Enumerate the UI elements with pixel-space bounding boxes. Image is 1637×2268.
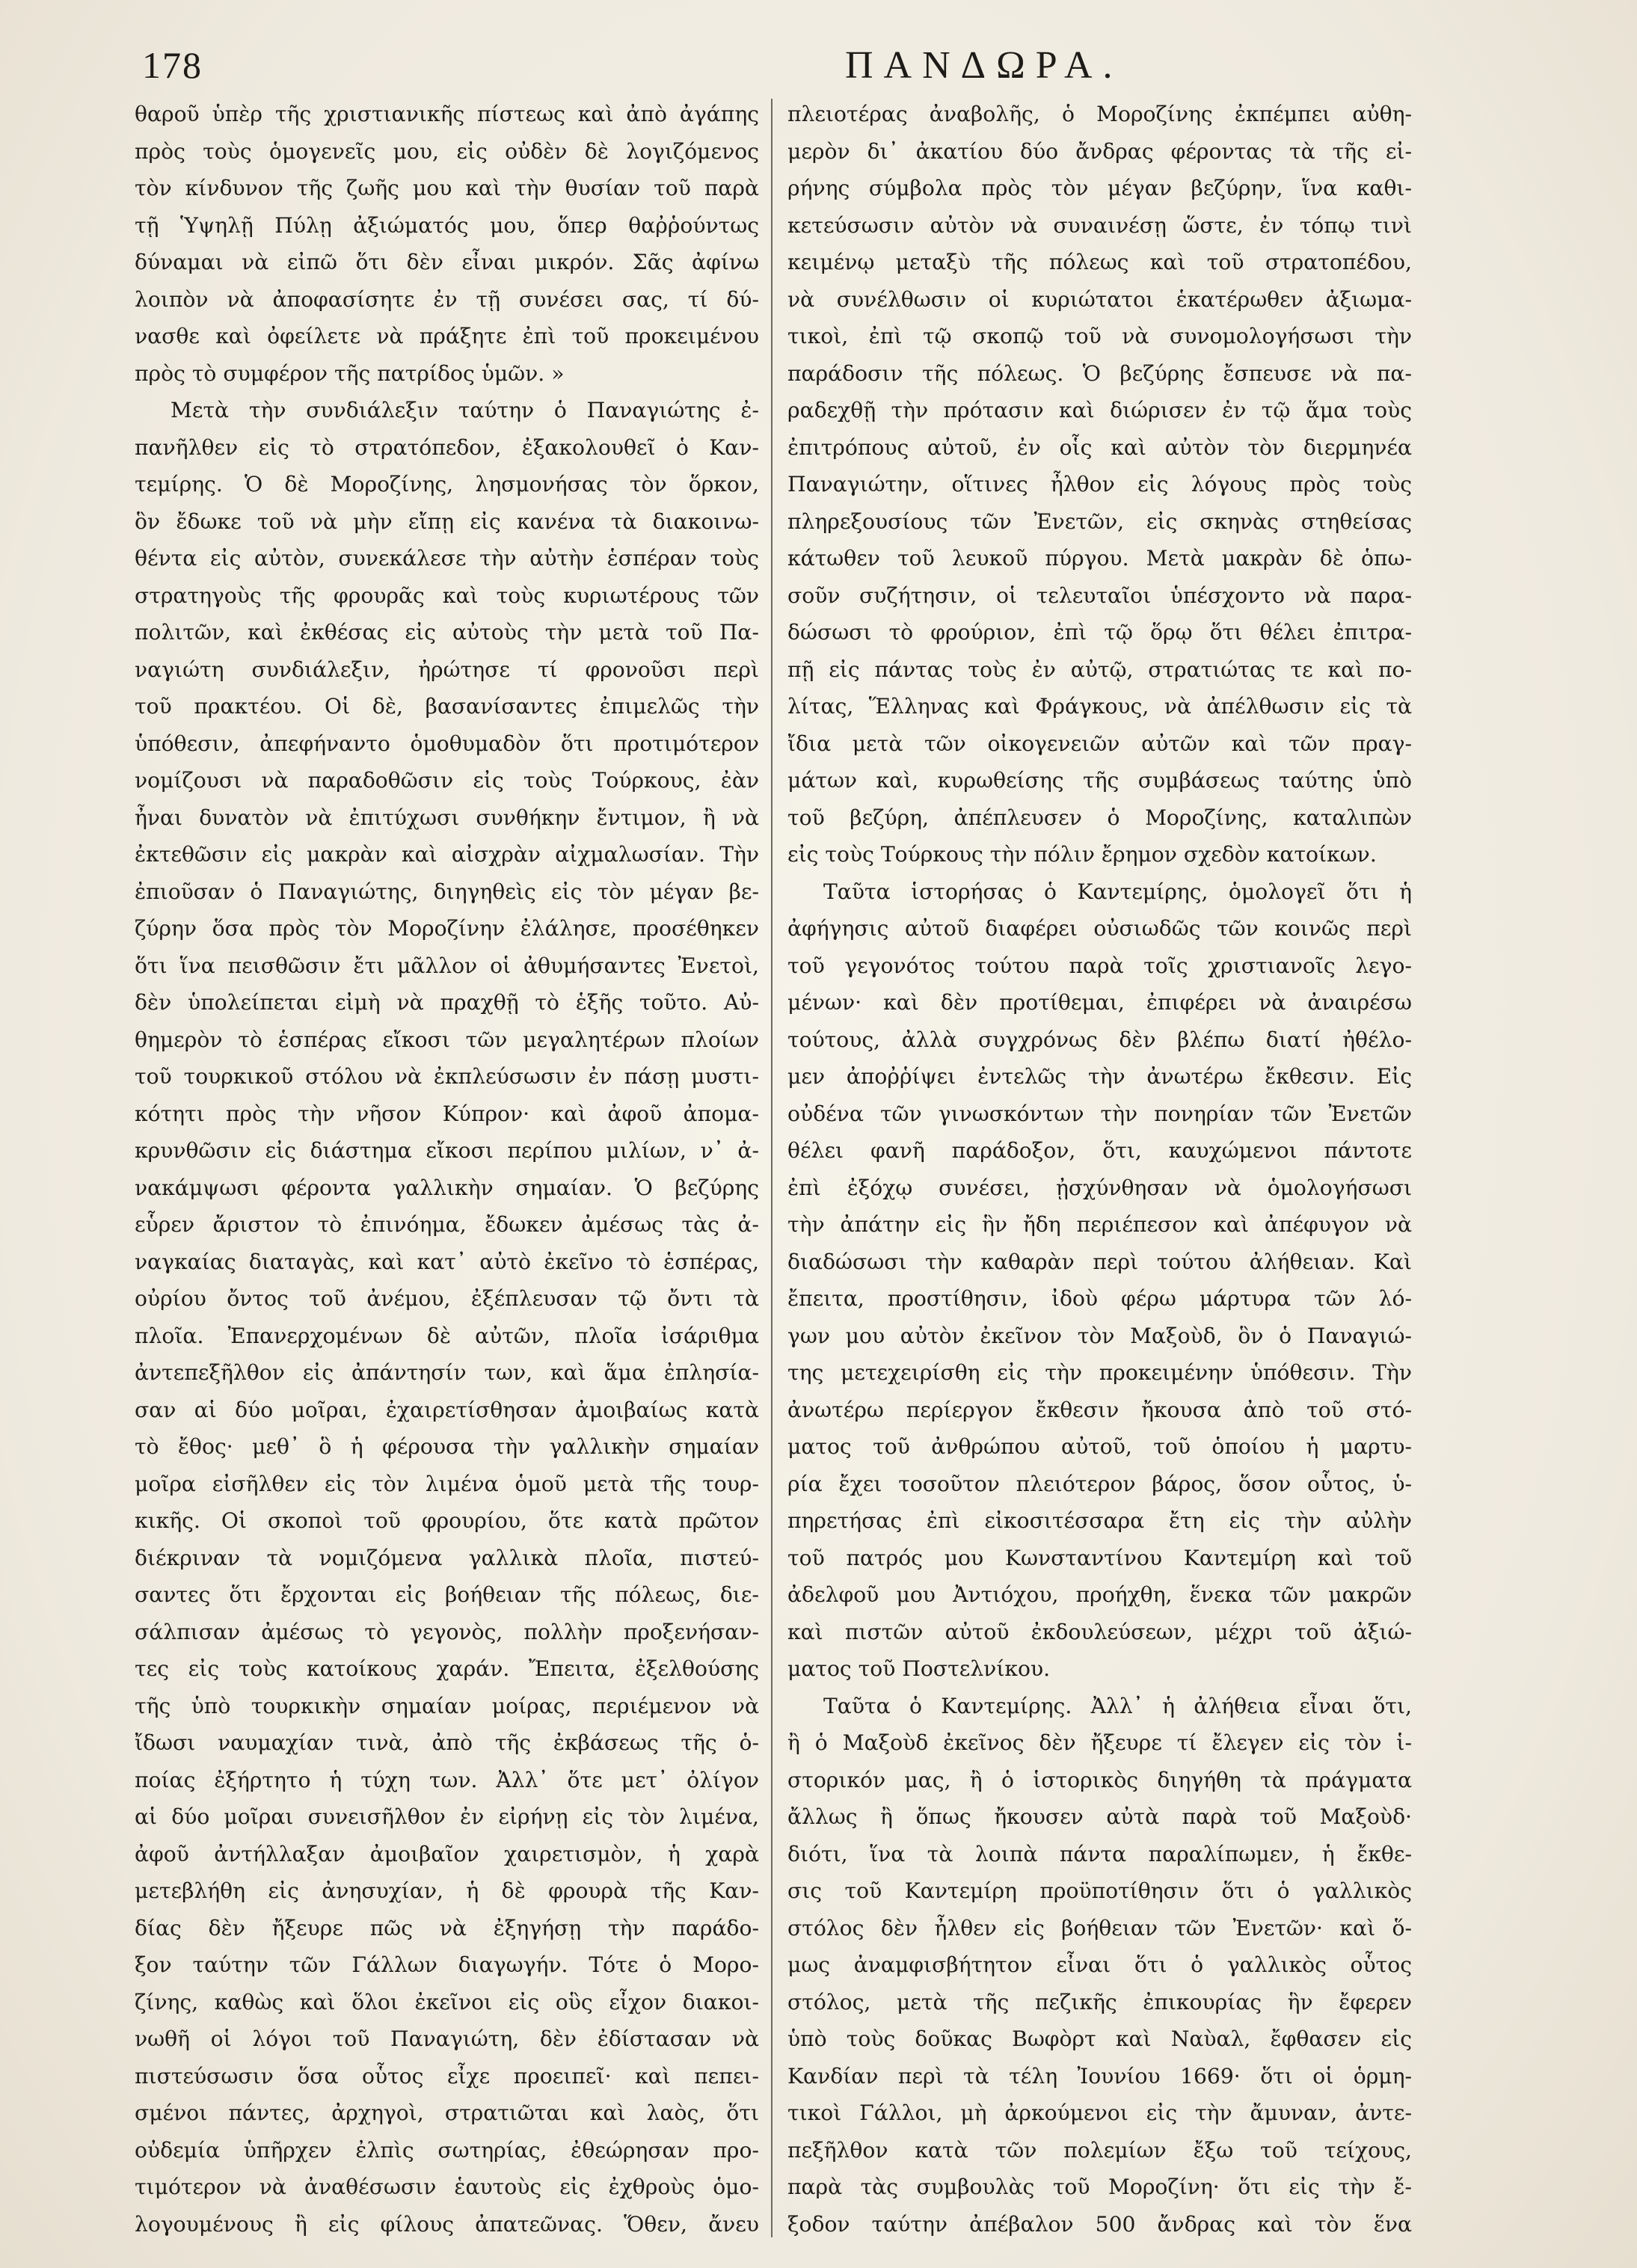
text-line: διέκριναν τὰ νομιζόμενα γαλλικὰ πλοῖα, πιστεύ- xyxy=(135,1545,759,1570)
text-line: ἴδια μετὰ τῶν οἰκογενειῶν αὐτῶν καὶ τῶν πραγ- xyxy=(787,731,1412,756)
text-line: στόλος δὲν ἦλθεν εἰς βοήθειαν τῶν Ἐνετῶν· καὶ ὅ- xyxy=(787,1915,1412,1940)
text-line: νὰ συνέλθωσιν οἱ κυριώτατοι ἑκατέρωθεν ἀξιωμα- xyxy=(787,286,1412,312)
text-line: στορικόν μας, ἢ ὁ ἱστορικὸς διηγήθη τὰ πράγματα xyxy=(787,1767,1412,1792)
text-line: δύναμαι νὰ εἰπῶ ὅτι δὲν εἶναι μικρόν. Σᾶς ἀφίνω xyxy=(135,250,759,274)
text-line: ἀφήγησις αὐτοῦ διαφέρει οὐσιωδῶς τῶν κοινῶς περὶ xyxy=(787,916,1412,941)
text-line: νωθῆ οἱ λόγοι τοῦ Παναγιώτη, δὲν ἐδίστασαν νὰ xyxy=(135,2026,759,2051)
text-line: ἀδελφοῦ μου Ἀντιόχου, προήχθη, ἕνεκα τῶν μακρῶν xyxy=(787,1582,1412,1607)
text-line: πολιτῶν, καὶ ἐκθέσας εἰς αὐτοὺς τὴν μετὰ τοῦ Πα- xyxy=(135,620,759,645)
text-line: κετεύσωσιν αὐτὸν νὰ συναινέσῃ ὥστε, ἐν τόπῳ τινὶ xyxy=(787,212,1412,238)
text-line: Κανδίαν περὶ τὰ τέλη Ἰουνίου 1669· ὅτι οἱ ὁρμη- xyxy=(787,2063,1412,2089)
text-line: ἀνωτέρω περίεργον ἔκθεσιν ἤκουσα ἀπὸ τοῦ στό- xyxy=(787,1397,1412,1422)
text-line: θέντα εἰς αὐτὸν, συνεκάλεσε τὴν αὐτὴν ἑσπέραν τοὺς xyxy=(135,546,759,571)
text-line: ἄλλως ἢ ὅπως ἤκουσεν αὐτὰ παρὰ τοῦ Μαξοὺδ· xyxy=(787,1804,1412,1829)
right-text-column xyxy=(787,96,1412,2243)
text-line: ἢ ὁ Μαξοὺδ ἐκεῖνος δὲν ἤξευρε τί ἔλεγεν εἰς τὸν ἱ- xyxy=(787,1730,1412,1755)
text-line: λίτας, Ἕλληνας καὶ Φράγκους, νὰ ἀπέλθωσιν εἰς τὰ xyxy=(787,694,1412,719)
text-line: εἰς τοὺς Τούρκους τὴν πόλιν ἔρημον σχεδὸν κατοίκων. xyxy=(787,842,1377,867)
text-line: ξον ταύτην τῶν Γάλλων διαγωγήν. Τότε ὁ Μορο- xyxy=(135,1952,759,1977)
text-line: ὃν ἔδωκε τοῦ νὰ μὴν εἴπῃ εἰς κανένα τὰ διακοινω- xyxy=(135,508,759,534)
text-line: κικῆς. Οἱ σκοποὶ τοῦ φρουρίου, ὅτε κατὰ πρῶτον xyxy=(135,1508,759,1533)
text-line: κάτωθεν τοῦ λευκοῦ πύργου. Μετὰ μακρὰν δὲ ὁπω- xyxy=(787,546,1412,571)
text-line: μερὸν δι᾽ ἀκατίου δύο ἄνδρας φέροντας τὰ τῆς εἰ- xyxy=(787,138,1412,164)
text-line: κειμένῳ μεταξὺ τῆς πόλεως καὶ τοῦ στρατοπέδου, xyxy=(787,250,1412,274)
text-line: ὅτι ἵνα πεισθῶσιν ἔτι μᾶλλον οἱ ἀθυμήσαντες Ἐνετοὶ, xyxy=(135,953,759,978)
text-line: μένων· καὶ δὲν προτίθεμαι, ἐπιφέρει νὰ ἀναιρέσω xyxy=(787,990,1412,1015)
page-number: 178 xyxy=(142,44,203,86)
text-line: ἴδωσι ναυμαχίαν τινὰ, ἀπὸ τῆς ἐκβάσεως τῆς ὁ- xyxy=(135,1730,759,1755)
text-line: οὐρίου ὄντος τοῦ ἀνέμου, ἐξέπλευσαν τῷ ὄντι τὰ xyxy=(135,1286,759,1311)
text-line: ζύρην ὅσα πρὸς τὸν Μοροζίνην ἐλάλησε, προσέθηκεν xyxy=(135,916,759,941)
text-line: γων μου αὐτὸν ἐκεῖνον τὸν Μαξοὺδ, ὃν ὁ Παναγιώ- xyxy=(787,1323,1412,1348)
text-line: σμένοι πάντες, ἀρχηγοὶ, στρατιῶται καὶ λαὸς, ὅτι xyxy=(135,2100,759,2125)
text-line: νομίζουσι νὰ παραδοθῶσιν εἰς τοὺς Τούρκους, ἐὰν xyxy=(135,768,759,793)
text-line: ναγκαίας διαταγὰς, καὶ κατ᾽ αὐτὸ ἐκεῖνο τὸ ἑσπέρας, xyxy=(135,1249,759,1274)
text-line: Ταῦτα ἱστορήσας ὁ Καντεμίρης, ὁμολογεῖ ὅτι ἡ xyxy=(823,879,1412,904)
text-line: πλειοτέρας ἀναβολῆς, ὁ Μοροζίνης ἐκπέμπει αὐθη- xyxy=(787,102,1412,126)
text-line: Ταῦτα ὁ Καντεμίρης. Ἀλλ᾽ ἡ ἀλήθεια εἶναι ὅτι, xyxy=(823,1693,1412,1718)
text-line: διότι, ἵνα τὰ λοιπὰ πάντα παραλίπωμεν, ἡ ἔκθε- xyxy=(787,1841,1412,1866)
text-line: ζίνης, καθὼς καὶ ὅλοι ἐκεῖνοι εἰς οὓς εἶχον διακοι- xyxy=(135,1989,759,2015)
text-line: πλοῖα. Ἐπανερχομένων δὲ αὐτῶν, πλοῖα ἰσάριθμα xyxy=(135,1323,759,1348)
text-line: στόλος, μετὰ τῆς πεζικῆς ἐπικουρίας ἣν ἔφερεν xyxy=(787,1989,1412,2015)
text-line: της μετεχειρίσθη εἰς τὴν προκειμένην ὑπόθεσιν. Τὴν xyxy=(787,1360,1412,1385)
text-line: λοιπὸν νὰ ἀποφασίσητε ἐν τῇ συνέσει σας, τί δύ- xyxy=(135,286,759,312)
text-line: διαδώσωσι τὴν καθαρὰν περὶ τούτου ἀλήθειαν. Καὶ xyxy=(787,1249,1412,1274)
text-line: θαροῦ ὑπὲρ τῆς χριστιανικῆς πίστεως καὶ ἀπὸ ἀγάπης xyxy=(135,102,759,126)
text-line: τοῦ βεζύρη, ἀπέπλευσεν ὁ Μοροζίνης, καταλιπὼν xyxy=(787,805,1412,830)
text-line: οὐδένα τῶν γινωσκόντων τὴν πονηρίαν τῶν Ἐνετῶν xyxy=(787,1101,1412,1126)
text-line: σαν αἱ δύο μοῖραι, ἐχαιρετίσθησαν ἀμοιβαίως κατὰ xyxy=(135,1397,759,1422)
text-line: ποίας ἐξήρτητο ἡ τύχη των. Ἀλλ᾽ ὅτε μετ᾽ ὀλίγον xyxy=(135,1767,759,1792)
text-line: πῇ εἰς πάντας τοὺς ἐν αὐτῷ, στρατιώτας τε καὶ πο- xyxy=(787,657,1412,682)
text-line: πιστεύσωσιν ὅσα οὗτος εἶχε προειπεῖ· καὶ πεπει- xyxy=(135,2063,759,2089)
text-line: τεμίρης. Ὁ δὲ Μοροζίνης, λησμονήσας τὸν ὅρκον, xyxy=(135,472,759,497)
text-line: δὲν ὑπολείπεται εἰμὴ νὰ πραχθῇ τὸ ἑξῆς τοῦτο. Αὐ- xyxy=(135,990,759,1015)
text-line: ματος τοῦ ἀνθρώπου αὐτοῦ, τοῦ ὁποίου ἡ μαρτυ- xyxy=(787,1434,1412,1459)
text-line: νακάμψωσι φέροντα γαλλικὴν σημαίαν. Ὁ βεζύρης xyxy=(135,1175,759,1200)
text-line: θημερὸν τὸ ἑσπέρας εἴκοσι τῶν μεγαλητέρων πλοίων xyxy=(135,1027,759,1052)
text-line: ἐπὶ ἐξόχῳ συνέσει, ᾐσχύνθησαν νὰ ὁμολογήσωσι xyxy=(787,1175,1412,1200)
text-line: πανῆλθεν εἰς τὸ στρατόπεδον, ἐξακολουθεῖ ὁ Καν- xyxy=(135,434,759,460)
text-line: πρὸς τὸ συμφέρον τῆς πατρίδος ὑμῶν. » xyxy=(135,360,565,386)
text-line: ὑπὸ τοὺς δοῦκας Βωφὸρτ καὶ Ναὺαλ, ἔφθασεν εἰς xyxy=(787,2026,1412,2051)
text-line: ὑπόθεσιν, ἀπεφήναντο ὁμοθυμαδὸν ὅτι προτιμότερον xyxy=(135,731,759,756)
text-line: νασθε καὶ ὀφείλετε νὰ πράξητε ἐπὶ τοῦ προκειμένου xyxy=(135,324,759,348)
text-line: Μετὰ τὴν συνδιάλεξιν ταύτην ὁ Παναγιώτης ἐ- xyxy=(171,398,759,422)
text-line: ματος τοῦ Ποστελνίκου. xyxy=(787,1656,1051,1681)
left-text-column xyxy=(135,96,759,2243)
text-line: ἐπιοῦσαν ὁ Παναγιώτης, διηγηθεὶς εἰς τὸν μέγαν βε- xyxy=(135,879,759,904)
text-line: καὶ πιστῶν αὐτοῦ ἐκδουλεύσεων, μέχρι τοῦ ἀξιώ- xyxy=(787,1619,1412,1644)
text-line: μάτων καὶ, κυρωθείσης τῆς συμβάσεως ταύτης ὑπὸ xyxy=(787,768,1412,793)
text-line: τοῦ πατρός μου Κωνσταντίνου Καντεμίρη καὶ τοῦ xyxy=(787,1545,1412,1570)
column-divider xyxy=(771,99,773,2237)
text-line: τιμότερον νὰ ἀναθέσωσιν ἑαυτοὺς εἰς ἐχθροὺς ὁμο- xyxy=(135,2175,759,2199)
text-line: τὸ ἔθος· μεθ᾽ ὃ ἡ φέρουσα τὴν γαλλικὴν σημαίαν xyxy=(135,1434,759,1459)
text-line: μεν ἀποῤῥίψει ἐντελῶς τὴν ἀνωτέρω ἔκθεσιν. Εἰς xyxy=(787,1064,1412,1089)
text-line: ἔπειτα, προστίθησιν, ἰδοὺ φέρω μάρτυρα τῶν λό- xyxy=(787,1286,1412,1311)
text-line: τικοὶ Γάλλοι, μὴ ἀρκούμενοι εἰς τὴν ἄμυναν, ἀντε- xyxy=(787,2100,1412,2125)
text-line: τὴν ἀπάτην εἰς ἣν ἤδη περιέπεσον καὶ ἀπέφυγον νὰ xyxy=(787,1212,1412,1237)
text-line: τούτους, ἀλλὰ συγχρόνως δὲν βλέπω διατί ἠθέλο- xyxy=(787,1027,1412,1052)
text-line: τοῦ πρακτέου. Οἱ δὲ, βασανίσαντες ἐπιμελῶς τὴν xyxy=(135,694,759,719)
text-line: θέλει φανῆ παράδοξον, ὅτι, καυχώμενοι πάντοτε xyxy=(787,1138,1412,1163)
text-line: παρὰ τὰς συμβουλὰς τοῦ Μοροζίνη· ὅτι εἰς τὴν ἔ- xyxy=(787,2175,1412,2199)
text-line: τῆς ὑπὸ τουρκικὴν σημαίαν μοίρας, περιέμενον νὰ xyxy=(135,1693,759,1718)
running-title: ΠΑΝΔΩΡΑ. xyxy=(845,44,1123,87)
text-line: κότητι πρὸς τὴν νῆσον Κύπρον· καὶ ἀφοῦ ἀπομα- xyxy=(135,1101,759,1126)
text-line: ἀντεπεξῆλθον εἰς ἀπάντησίν των, καὶ ἅμα ἐπλησία- xyxy=(135,1360,759,1385)
text-line: σάλπισαν ἀμέσως τὸ γεγονὸς, πολλὴν προξενήσαν- xyxy=(135,1619,759,1644)
text-line: κρυνθῶσιν εἰς διάστημα εἴκοσι περίπου μιλίων, ν᾽ ἀ- xyxy=(135,1138,759,1163)
text-line: ξοδον ταύτην ἀπέβαλον 500 ἄνδρας καὶ τὸν ἕνα xyxy=(787,2211,1412,2237)
text-line: σις τοῦ Καντεμίρη προϋποτίθησιν ὅτι ὁ γαλλικὸς xyxy=(787,1878,1412,1903)
text-line: δίας δὲν ἤξευρε πῶς νὰ ἐξηγήσῃ τὴν παράδο- xyxy=(135,1915,759,1940)
text-line: μετεβλήθη εἰς ἀνησυχίαν, ἡ δὲ φρουρὰ τῆς Καν- xyxy=(135,1878,759,1903)
text-line: εὗρεν ἄριστον τὸ ἐπινόημα, ἔδωκεν ἀμέσως τὰς ἀ- xyxy=(135,1212,759,1237)
text-line: σοῦν συζήτησιν, οἱ τελευταῖοι ὑπέσχοντο νὰ παρα- xyxy=(787,583,1412,608)
page-header xyxy=(142,43,1428,103)
text-line: ραδεχθῇ τὴν πρότασιν καὶ διώρισεν ἐν τῷ ἅμα τοὺς xyxy=(787,398,1412,422)
text-line: λογουμένους ἢ εἰς φίλους ἀπατεῶνας. Ὅθεν, ἄνευ xyxy=(135,2211,759,2237)
text-line: στρατηγοὺς τῆς φρουρᾶς καὶ τοὺς κυριωτέρους τῶν xyxy=(135,583,759,608)
text-line: ρία ἔχει τοσοῦτον πλειότερον βάρος, ὅσον οὗτος, ὑ- xyxy=(787,1471,1412,1496)
text-line: ρήνης σύμβολα πρὸς τὸν μέγαν βεζύρην, ἵνα καθι- xyxy=(787,176,1412,200)
text-line: πηρετήσας ἐπὶ εἰκοσιτέσσαρα ἔτη εἰς τὴν αὐλὴν xyxy=(787,1508,1412,1533)
text-line: πεξῆλθον κατὰ τῶν πολεμίων ἔξω τοῦ τείχους, xyxy=(787,2137,1412,2163)
text-line: σαντες ὅτι ἔρχονται εἰς βοήθειαν τῆς πόλεως, διε- xyxy=(135,1582,759,1607)
text-line: τὸν κίνδυνον τῆς ζωῆς μου καὶ τὴν θυσίαν τοῦ παρὰ xyxy=(135,176,759,200)
text-line: τικοὶ, ἐπὶ τῷ σκοπῷ τοῦ νὰ συνομολογήσωσι τὴν xyxy=(787,324,1412,348)
text-line: ναγιώτη συνδιάλεξιν, ἠρώτησε τί φρονοῦσι περὶ xyxy=(135,657,759,682)
text-line: τοῦ τουρκικοῦ στόλου νὰ ἐκπλεύσωσιν ἐν πάσῃ μυστι- xyxy=(135,1064,759,1089)
text-line: ἐκτεθῶσιν εἰς μακρὰν καὶ αἰσχρὰν αἰχμαλωσίαν. Τὴν xyxy=(135,842,759,867)
text-line: ἐπιτρόπους αὐτοῦ, ἐν οἷς καὶ αὐτὸν τὸν διερμηνέα xyxy=(787,434,1412,460)
text-line: ἀφοῦ ἀντήλλαξαν ἀμοιβαῖον χαιρετισμὸν, ἡ χαρὰ xyxy=(135,1841,759,1866)
text-line: ἦναι δυνατὸν νὰ ἐπιτύχωσι συνθήκην ἔντιμον, ἢ νὰ xyxy=(135,805,759,830)
text-line: Παναγιώτην, οἵτινες ἦλθον εἰς λόγους πρὸς τοὺς xyxy=(787,472,1412,497)
text-line: αἱ δύο μοῖραι συνεισῆλθον ἐν εἰρήνῃ εἰς τὸν λιμένα, xyxy=(135,1804,759,1829)
text-line: πρὸς τοὺς ὁμογενεῖς μου, εἰς οὐδὲν δὲ λογιζόμενος xyxy=(135,138,759,164)
text-line: πληρεξουσίους τῶν Ἐνετῶν, εἰς σκηνὰς στηθείσας xyxy=(787,508,1412,534)
text-line: δώσωσι τὸ φρούριον, ἐπὶ τῷ ὅρῳ ὅτι θέλει ἐπιτρα- xyxy=(787,620,1412,645)
text-line: οὐδεμία ὑπῆρχεν ἐλπὶς σωτηρίας, ἐθεώρησαν προ- xyxy=(135,2137,759,2163)
text-line: μοῖρα εἰσῆλθεν εἰς τὸν λιμένα ὁμοῦ μετὰ τῆς τουρ- xyxy=(135,1471,759,1496)
text-line: τοῦ γεγονότος τούτου παρὰ τοῖς χριστιανοῖς λεγο- xyxy=(787,953,1412,978)
text-line: τῇ Ὑψηλῇ Πύλῃ ἀξιώματός μου, ὅπερ θαῤῥούντως xyxy=(135,212,759,238)
text-line: μως ἀναμφισβήτητον εἶναι ὅτι ὁ γαλλικὸς οὗτος xyxy=(787,1952,1412,1977)
text-line: παράδοσιν τῆς πόλεως. Ὁ βεζύρης ἔσπευσε νὰ πα- xyxy=(787,360,1412,386)
text-line: τες εἰς τοὺς κατοίκους χαράν. Ἔπειτα, ἐξελθούσης xyxy=(135,1656,759,1681)
